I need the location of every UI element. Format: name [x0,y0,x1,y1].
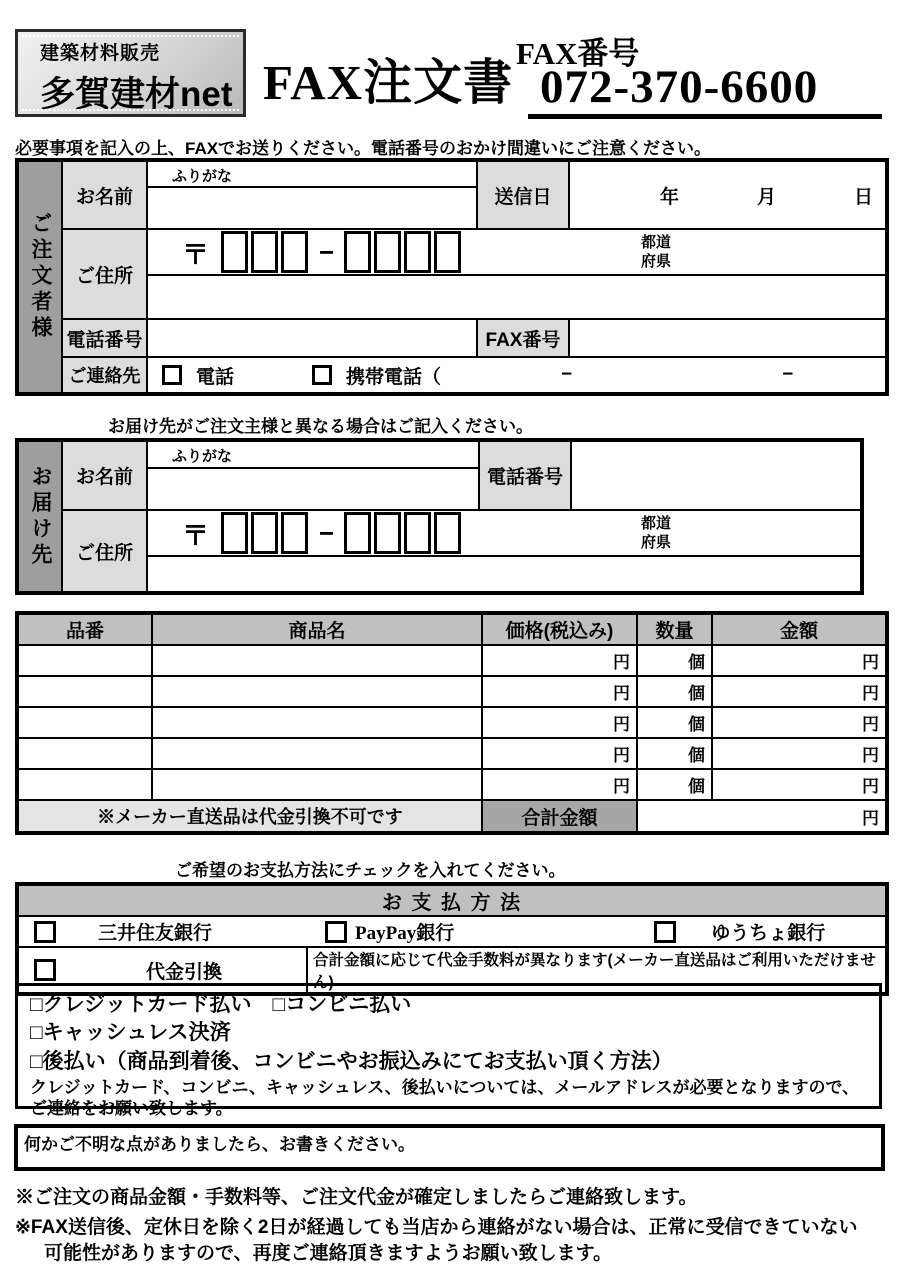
amount-field[interactable] [712,738,887,769]
orderer-name-field[interactable] [147,187,477,229]
page-title: FAX注文書 [263,55,514,110]
orderer-furigana-field[interactable]: ふりがな [147,160,477,187]
instruction-text: 必要事項を記入の上、FAXでお送りください。電話番号のおかけ間違いにご注意ください。 [15,139,712,158]
orderer-postal-row [147,229,887,275]
delivery-table [15,438,864,595]
postal-digit-box[interactable] [344,231,371,273]
mobile-dash-2: − [782,364,794,385]
delivery-address-field[interactable] [147,556,862,593]
orderer-phone-label: 電話番号 [62,319,147,357]
delivery-phone-field[interactable] [571,440,862,510]
bank-yucho-label: ゆうちょ銀行 [711,923,826,944]
mobile-paren: （ [422,366,442,388]
direct-shipping-note: ※メーカー直送品は代金引換不可です [17,800,482,833]
item-code-field[interactable] [17,645,152,676]
option-deferred[interactable]: □後払い（商品到着後、コンビニやお振込みにてお支払い頂く方法） [30,1049,673,1073]
price-field[interactable] [482,769,637,800]
amount-field[interactable] [712,769,887,800]
checkbox-cod[interactable] [34,959,56,981]
col-header-price: 価格(税込み) [482,613,637,645]
send-date-label: 送信日 [477,160,569,229]
comments-prompt: 何かご不明な点がありましたら、お書きください。 [24,1135,415,1154]
footer-note-3: 可能性がありますので、再度ご連絡頂きますようお願い致します。 [44,1243,613,1264]
footer-note-2: ※FAX送信後、定休日を除く2日が経過しても当店から連絡がない場合は、正常に受信できていない [15,1217,858,1238]
prefecture-label: 都道 府県 [640,515,671,551]
postal-digit-box[interactable] [434,512,461,554]
product-name-field[interactable] [152,676,482,707]
email-required-note-2: ご連絡をお願い致します。 [30,1099,233,1118]
option-credit-conbini[interactable]: □クレジットカード払い □コンビニ払い [30,993,412,1016]
amount-field[interactable] [712,676,887,707]
delivery-name-field[interactable] [147,468,479,510]
other-payment-box [15,983,882,1118]
delivery-phone-label: 電話番号 [479,440,571,510]
piece-unit: 個 [688,746,705,765]
postal-digit-box[interactable] [221,512,248,554]
fax-number-label: FAX番号 [516,36,640,71]
yen-unit: 円 [862,746,879,765]
orderer-address-field[interactable] [147,275,887,319]
product-row [17,676,887,707]
delivery-section-label: お届け先 [17,440,62,593]
yen-unit: 円 [862,715,879,734]
bank-smbc-label: 三井住友銀行 [98,923,213,944]
fax-number-underline [528,114,882,119]
contact-method-label: ご連絡先 [62,357,147,394]
postal-digit-box[interactable] [251,231,278,273]
piece-unit: 個 [688,684,705,703]
checkbox-contact-phone[interactable] [162,365,182,385]
piece-unit: 個 [688,777,705,796]
product-row [17,645,887,676]
col-header-item-code: 品番 [17,613,152,645]
col-header-product-name: 商品名 [152,613,482,645]
postal-digit-box[interactable] [404,231,431,273]
yen-unit: 円 [862,653,879,672]
checkbox-bank-yucho[interactable] [654,921,676,943]
contact-mobile-label: 携帯電話 [346,366,423,388]
postal-dash: − [319,517,335,548]
checkbox-bank-smbc[interactable] [34,921,56,943]
price-field[interactable] [482,738,637,769]
item-code-field[interactable] [17,738,152,769]
quantity-field[interactable] [637,676,712,707]
cod-fee-note: 合計金額に応じて代金手数料が異なります(メーカー直送品はご利用いただけません) [307,947,887,994]
payment-table [15,882,889,996]
payment-section-title: お 支 払 方 法 [17,884,887,916]
email-required-note-1: クレジットカード、コンビニ、キャッシュレス、後払いについては、メールアドレスが必要となりますので、 [30,1078,860,1097]
option-cashless[interactable]: □キャッシュレス決済 [30,1021,231,1044]
price-field[interactable] [482,645,637,676]
yen-unit: 円 [613,777,630,796]
delivery-name-label: お名前 [62,440,147,510]
cod-label: 代金引換 [146,961,223,983]
payment-heading: ご希望のお支払方法にチェックを入れてください。 [175,861,566,880]
postal-dash: − [319,236,335,267]
price-field[interactable] [482,676,637,707]
footer-note-1: ※ご注文の商品金額・手数料等、ご注文代金が確定しましたらご連絡致します。 [15,1187,698,1208]
logo-dotted-edge-bottom [22,109,239,111]
logo-tagline: 建築材料販売 [40,43,161,64]
orderer-fax-field[interactable] [569,319,887,357]
comments-field[interactable] [14,1124,885,1171]
product-name-field[interactable] [152,738,482,769]
product-row [17,707,887,738]
send-date-field[interactable] [569,160,887,229]
orderer-table [15,158,889,396]
quantity-field[interactable] [637,645,712,676]
amount-field[interactable] [712,707,887,738]
orderer-fax-label: FAX番号 [477,319,569,357]
product-row [17,738,887,769]
bank-options-row [17,916,887,947]
date-month-label: 月 [756,186,776,208]
quantity-field[interactable] [637,738,712,769]
yen-unit: 円 [862,808,879,828]
yen-unit: 円 [862,684,879,703]
orderer-section-label: ご注文者様 [17,160,62,394]
total-amount-label: 合計金額 [482,800,637,833]
postal-mark: 〒 [182,239,209,270]
amount-field[interactable] [712,645,887,676]
logo-company-name: 多賀建材net [40,75,233,114]
col-header-quantity: 数量 [637,613,712,645]
mobile-dash-1: − [561,364,573,385]
postal-digit-box[interactable] [251,512,278,554]
delivery-furigana-field[interactable]: ふりがな [147,440,479,468]
checkbox-contact-mobile[interactable] [312,365,332,385]
postal-digit-box[interactable] [374,231,401,273]
price-field[interactable] [482,707,637,738]
product-name-field[interactable] [152,769,482,800]
item-code-field[interactable] [17,707,152,738]
checkbox-bank-paypay[interactable] [325,921,347,943]
postal-digit-box[interactable] [344,512,371,554]
yen-unit: 円 [862,777,879,796]
prefecture-label: 都道 府県 [640,234,671,270]
quantity-field[interactable] [637,769,712,800]
postal-digit-box[interactable] [434,231,461,273]
item-code-field[interactable] [17,769,152,800]
postal-digit-box[interactable] [281,231,308,273]
delivery-heading: お届け先がご注文主様と異なる場合はご記入ください。 [108,417,533,436]
date-day-label: 日 [853,186,873,208]
bank-paypay-label: PayPay銀行 [355,923,455,944]
orderer-address-label: ご住所 [62,229,147,319]
postal-digit-box[interactable] [221,231,248,273]
yen-unit: 円 [613,653,630,672]
yen-unit: 円 [613,684,630,703]
contact-method-row [147,357,887,394]
product-name-field[interactable] [152,707,482,738]
products-table [15,611,889,835]
product-name-field[interactable] [152,645,482,676]
orderer-name-label: お名前 [62,160,147,229]
piece-unit: 個 [688,653,705,672]
item-code-field[interactable] [17,676,152,707]
date-year-label: 年 [659,186,679,208]
postal-digit-box[interactable] [404,512,431,554]
total-amount-field[interactable] [637,800,887,833]
product-row [17,769,887,800]
postal-digit-box[interactable] [374,512,401,554]
col-header-amount: 金額 [712,613,887,645]
contact-phone-label: 電話 [196,366,235,388]
postal-mark: 〒 [182,520,209,551]
fax-number-value: 072-370-6600 [540,61,819,113]
delivery-postal-row [147,510,862,556]
yen-unit: 円 [613,746,630,765]
quantity-field[interactable] [637,707,712,738]
postal-digit-box[interactable] [281,512,308,554]
piece-unit: 個 [688,715,705,734]
delivery-address-label: ご住所 [62,510,147,593]
yen-unit: 円 [613,715,630,734]
orderer-phone-field[interactable] [147,319,477,357]
logo-dotted-edge-top [22,35,239,37]
company-logo [15,29,246,117]
